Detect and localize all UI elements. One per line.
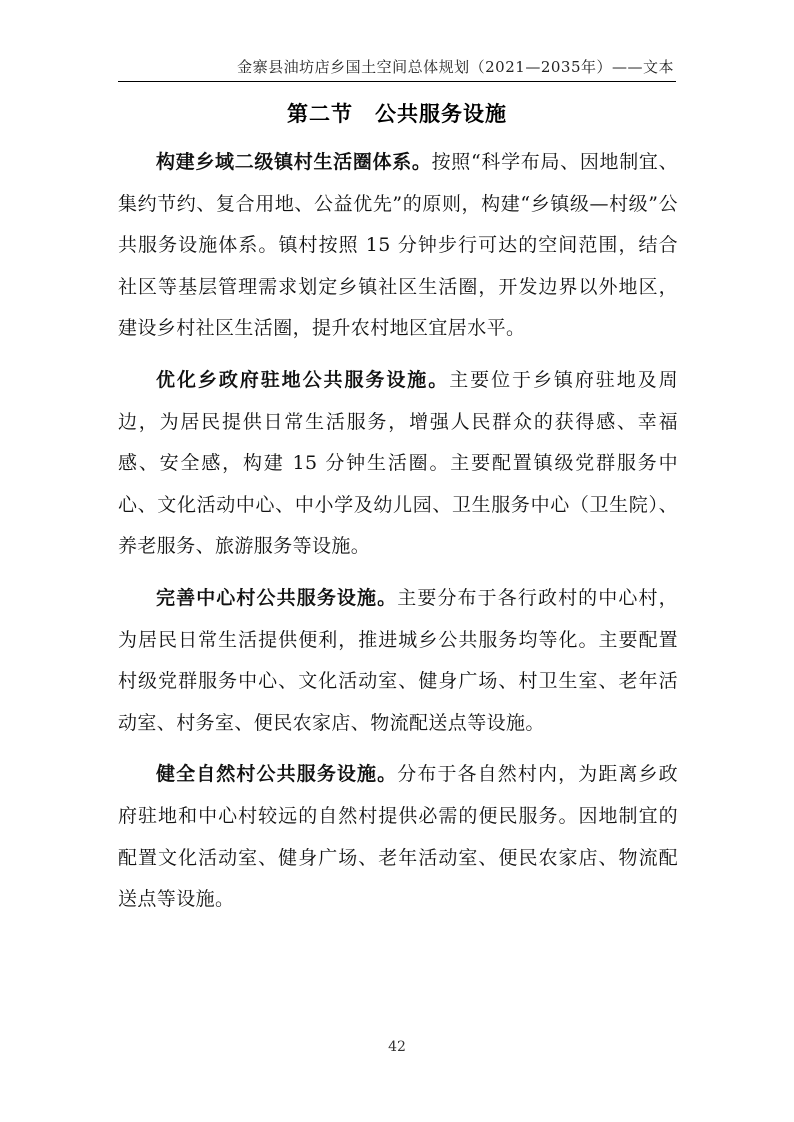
paragraph-central-village-facilities [118,578,678,744]
paragraph-text: 分布于各自然村内，为距离乡政府驻地和中心村较远的自然村提供必需的便民服务。因地制宜的配置文化活动室、健身广场、老年活动室、便民农家店、物流配送点等设施。 [118,763,678,911]
paragraph-heading: 优化乡政府驻地公共服务设施。 [156,368,450,391]
paragraph-heading: 完善中心村公共服务设施。 [156,586,398,609]
paragraph-living-circle [118,142,678,350]
paragraph-township-facilities [118,360,678,568]
paragraph-text: 主要位于乡镇府驻地及周边，为居民提供日常生活服务，增强人民群众的获得感、幸福感、安全感，构建 15 分钟生活圈。主要配置镇级党群服务中心、文化活动中心、中小学及幼儿园、卫生服务中心（卫生院）、养老服务、旅游服务等设施。 [118,368,678,558]
header-divider [118,81,676,82]
page-number: 42 [388,1039,406,1055]
paragraph-heading: 构建乡域二级镇村生活圈体系。 [156,151,432,173]
section-title: 第二节 公共服务设施 [287,102,507,126]
paragraph-heading: 健全自然村公共服务设施。 [156,763,398,786]
paragraph-natural-village-facilities [118,754,678,920]
paragraph-text: 主要分布于各行政村的中心村，为居民日常生活提供便利，推进城乡公共服务均等化。主要配置村级党群服务中心、文化活动室、健身广场、村卫生室、老年活动室、村务室、便民农家店、物流配送点等设施。 [118,586,678,734]
paragraph-text: 按照“科学布局、因地制宜、集约节约、复合用地、公益优先”的原则，构建“乡镇级—村级”公共服务设施体系。镇村按照 15 分钟步行可达的空间范围，结合社区等基层管理需求划定乡镇社区生活圈，开发边界以外地区，建设乡村社区生活圈，提升农村地区宜居水平。 [118,151,678,340]
running-header: 金寨县油坊店乡国土空间总体规划（2021—2035年）——文本 [237,58,674,76]
body-text [118,142,678,931]
